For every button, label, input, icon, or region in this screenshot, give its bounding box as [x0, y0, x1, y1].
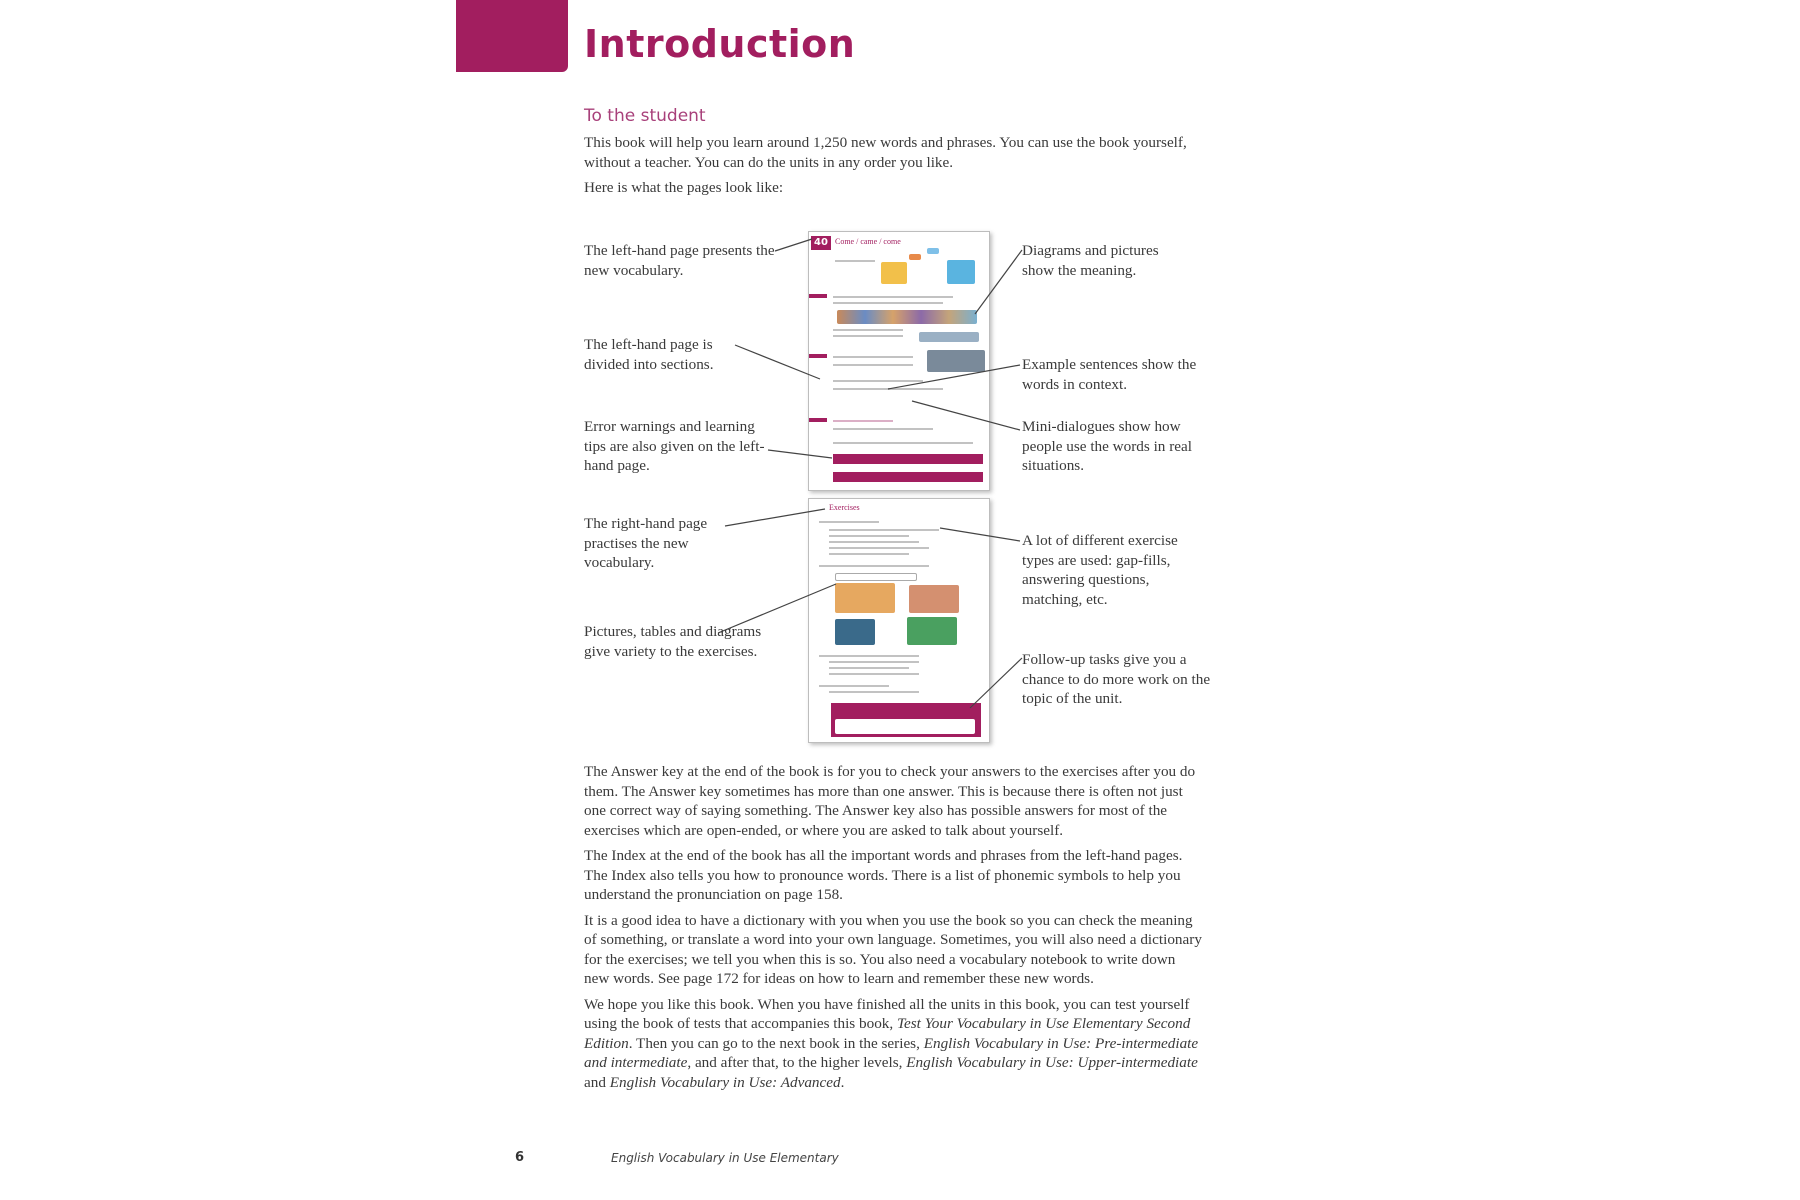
intro-paragraph: Here is what the pages look like: [584, 179, 784, 196]
text-span: , and after that, to the higher levels, [687, 1054, 907, 1071]
callout-left-right-page: The right-hand page practises the new vocabulary. [584, 515, 708, 571]
leader-line [970, 658, 1022, 708]
leader-line [768, 450, 832, 458]
callout-right-dialogues: Mini-dialogues show how people use the words in real situations. [1022, 418, 1192, 474]
callout-left-pictures: Pictures, tables and diagrams give variety to the exercises. [584, 623, 762, 660]
callout-left-presents: The left-hand page presents the new vocabulary. [584, 242, 775, 279]
leader-line [940, 528, 1020, 541]
exercises-heading: Exercises [829, 503, 860, 512]
leader-line [725, 509, 825, 526]
running-footer-title: English Vocabulary in Use Elementary [611, 1151, 839, 1165]
unit-title: Come / came / come [835, 237, 901, 246]
section-heading: To the student [584, 106, 706, 126]
book-title-advanced: English Vocabulary in Use: Advanced [609, 1073, 841, 1091]
leader-line [888, 365, 1020, 389]
callout-right-examples: Example sentences show the words in context. [1022, 356, 1197, 393]
page-title: Introduction [584, 22, 856, 66]
intro-paragraph: This book will help you learn around 1,250 new words and phrases. You can use the book yourself, without a teacher. You can do the units in any order you like. [584, 134, 1187, 171]
callout-right-follow-up: Follow-up tasks give you a chance to do more work on the topic of the unit. [1022, 651, 1211, 707]
callout-right-exercise-types: A lot of different exercise types are used: gap-fills, answering questions, matching, etc. [1022, 532, 1178, 608]
paragraph-index: The Index at the end of the book has all the important words and phrases from the left-hand pages. The Index also tells you how to pronounce words. There is a list of phonemic symbols to help you understand the pronunciation on page 158. [584, 847, 1183, 903]
text-span: We hope you like this book. When you have finished all the units in this book, you can test yourself using the book of tests that accompanies this book, [584, 995, 1190, 1032]
text-span: . Then you can go to the next book in the series, [628, 1034, 924, 1052]
paragraph-answer-key: The Answer key at the end of the book is for you to check your answers to the exercises after you do them. The Answer key sometimes has more than one answer. This is because there is often not just one correct way of saying something. The Answer key also has possible answers for most of the exercises which are open-ended, or where you are asked to talk about yourself. [584, 763, 1196, 839]
leader-line [735, 345, 820, 379]
leader-line [975, 250, 1022, 314]
callout-left-warnings: Error warnings and learning tips are also given on the left-hand page. [584, 418, 765, 474]
paragraph-dictionary: It is a good idea to have a dictionary with you when you use the book so you can check the meaning of something, or translate a word into your own language. Sometimes, you will also need a dictionary for the exercises; we tell you when this is so. You also need a vocabulary notebook to write down new words. See page 172 for ideas on how to learn and remember these new words. [584, 911, 1202, 987]
book-title-test: Test Your Vocabulary in Use Elementary Second Edition [584, 1015, 1191, 1052]
text-span: . [840, 1073, 845, 1091]
book-title-pre-intermediate: English Vocabulary in Use: Pre-intermediate and intermediate [584, 1034, 1199, 1071]
unit-number-badge: 40 [811, 236, 831, 250]
callout-left-sections: The left-hand page is divided into sections. [584, 336, 714, 373]
leader-line [775, 239, 812, 251]
book-title-upper-intermediate: English Vocabulary in Use: Upper-intermediate [906, 1054, 1198, 1071]
paragraph-series [584, 995, 1204, 1093]
leader-line [912, 401, 1020, 430]
body-text [584, 762, 1204, 1098]
text-span: and [584, 1073, 610, 1091]
callout-right-diagrams: Diagrams and pictures show the meaning. [1022, 242, 1159, 279]
page-number: 6 [515, 1150, 525, 1165]
